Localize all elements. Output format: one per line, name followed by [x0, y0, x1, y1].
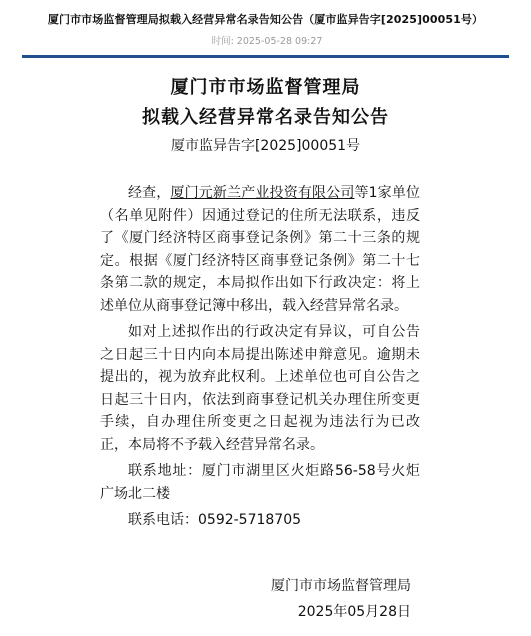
- document-body: [100, 182, 420, 536]
- publish-time: [0, 33, 531, 47]
- paragraph-notice: [100, 182, 420, 317]
- signature-block: [271, 573, 411, 625]
- header-divider: [22, 55, 509, 58]
- contact-phone: 联系电话：0592-5718705: [128, 512, 302, 528]
- page-header: [0, 0, 531, 58]
- notice-lead: 经查，: [128, 185, 171, 201]
- publish-time-value: 2025-05-28 09:27: [236, 36, 323, 47]
- company-name-link[interactable]: 厦门元新兰产业投资有限公司: [170, 185, 355, 201]
- issuing-org-title: 厦门市市场监督管理局: [170, 77, 361, 98]
- paragraph-objection: 如对上述拟作出的行政决定有异议，可自公告之日起三十日内向本局提出陈述申辩意见。逾期未提出的，视为放弃此权利。上述单位也可自公告之日起三十日内，依法到商事登记机关办理住所变更手续，自办理住所变更之日起视为违法行为已改正，本局将不予载入经营异常名录。: [100, 324, 420, 453]
- signature-org: 厦门市市场监督管理局: [271, 578, 411, 594]
- header-title: 厦门市市场监督管理局拟载入经营异常名录告知公告（厦市监异告字[2025]00051号）: [47, 13, 484, 26]
- signature-date: 2025年05月28日: [297, 604, 411, 620]
- publish-time-label: 时间:: [211, 36, 234, 47]
- document-number: 厦市监异告字[2025]00051号: [170, 138, 361, 154]
- notice-text: 等1家单位（名单见附件）因通过登记的住所无法联系，违反了《厦门经济特区商事登记条例》第二十三条的规定。根据《厦门经济特区商事登记条例》第二十七条第二款的规定，本局拟作出如下行政决定：将上述单位从商事登记簿中移出，载入经营异常名录。: [100, 185, 420, 314]
- contact-address: 联系地址：厦门市湖里区火炬路56-58号火炬广场北二楼: [100, 463, 420, 502]
- document-title: 拟载入经营异常名录告知公告: [142, 107, 389, 128]
